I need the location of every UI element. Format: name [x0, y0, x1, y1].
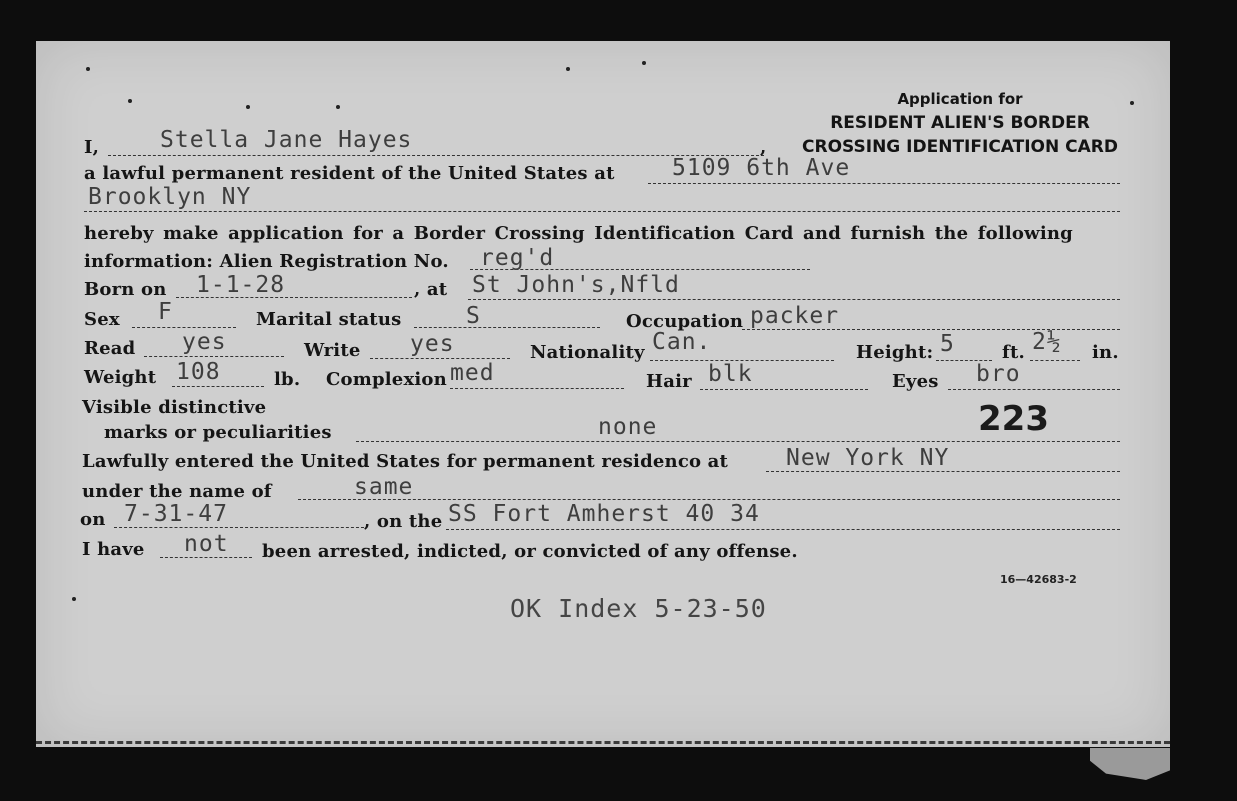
marital-status: S	[466, 303, 481, 329]
eyes-label: Eyes	[892, 371, 939, 392]
registration-label: information: Alien Registration No.	[84, 251, 449, 272]
scan-speck	[128, 99, 132, 103]
eyes-line	[948, 389, 1120, 390]
ship: SS Fort Amherst 40 34	[448, 501, 760, 527]
scan-speck	[72, 597, 76, 601]
eyes: bro	[976, 361, 1021, 387]
marital-label: Marital status	[256, 309, 402, 330]
weight: 108	[176, 359, 221, 385]
marks-label-2: marks or peculiarities	[104, 422, 332, 443]
scan-speck	[86, 67, 90, 71]
write-line	[370, 358, 510, 359]
lb-label: lb.	[274, 369, 301, 390]
scan-speck	[1130, 101, 1134, 105]
occupation: packer	[750, 303, 840, 329]
address-line-1	[648, 183, 1120, 184]
sex: F	[158, 299, 173, 325]
height-in-line	[1030, 360, 1080, 361]
address-line-2	[84, 211, 1120, 212]
index-stamp: OK Index 5-23-50	[510, 594, 767, 623]
have-label: I have	[82, 539, 145, 560]
ft-label: ft.	[1002, 342, 1025, 363]
read-line	[144, 356, 284, 357]
header-line-1: Application for	[897, 90, 1023, 108]
height-ft: 5	[940, 331, 955, 357]
occupation-label: Occupation	[626, 311, 744, 332]
header-line-3: CROSSING IDENTIFICATION CARD	[802, 137, 1118, 157]
card-header	[802, 87, 1118, 159]
name-line	[108, 155, 764, 156]
sex-label: Sex	[84, 309, 120, 330]
read-label: Read	[84, 338, 136, 359]
hair-label: Hair	[646, 371, 692, 392]
ship-line	[446, 529, 1120, 530]
entry-date-line	[114, 527, 364, 528]
complexion-line	[450, 388, 624, 389]
nationality-label: Nationality	[530, 342, 645, 363]
marital-line	[414, 327, 600, 328]
read: yes	[182, 329, 227, 355]
sex-line	[132, 327, 236, 328]
born-at: St John's,Nfld	[472, 272, 680, 298]
born-on: 1-1-28	[196, 272, 286, 298]
marks-label-1: Visible distinctive	[82, 397, 267, 418]
complexion-label: Complexion	[326, 369, 447, 390]
scan-speck	[246, 105, 250, 109]
name-of: same	[354, 474, 414, 500]
card-number: 223	[978, 399, 1049, 439]
entry-place: New York NY	[786, 445, 950, 471]
complexion: med	[450, 360, 495, 386]
hair: blk	[708, 361, 753, 387]
on-label: on	[80, 509, 106, 530]
born-at-line	[468, 299, 1120, 300]
i-label: I,	[84, 137, 100, 158]
nationality: Can.	[652, 329, 712, 355]
height-in: 2½	[1032, 329, 1062, 355]
weight-label: Weight	[84, 367, 157, 388]
form-number: 16—42683-2	[1000, 573, 1077, 586]
arrested-label: been arrested, indicted, or convicted of any offense.	[262, 541, 798, 562]
name-comma: ,	[760, 137, 767, 158]
scan-speck	[642, 61, 646, 65]
marks: none	[598, 414, 658, 440]
applicant-name: Stella Jane Hayes	[160, 127, 413, 153]
scan-speck	[566, 67, 570, 71]
born-at-label: , at	[414, 279, 448, 300]
address-1: 5109 6th Ave	[672, 155, 851, 181]
registration-no: reg'd	[480, 245, 555, 271]
marks-line	[356, 441, 1120, 442]
resident-label: a lawful permanent resident of the United States at	[84, 163, 615, 184]
address-2: Brooklyn NY	[88, 184, 252, 210]
scan-speck	[336, 105, 340, 109]
entered-label: Lawfully entered the United States for permanent residenco at	[82, 451, 729, 472]
height-label: Height:	[856, 342, 934, 363]
weight-line	[172, 386, 264, 387]
border-crossing-card	[36, 41, 1170, 747]
entry-date: 7-31-47	[124, 501, 228, 527]
have-not: not	[184, 531, 229, 557]
torn-corner	[1090, 748, 1170, 780]
write-label: Write	[304, 340, 361, 361]
hereby-text: hereby make application for a Border Crossing Identification Card and furnish the following	[84, 223, 1073, 244]
have-not-line	[160, 557, 252, 558]
name-of-line	[298, 499, 1120, 500]
on-the-label: , on the	[364, 511, 443, 532]
occupation-line	[742, 329, 1120, 330]
entry-place-line	[766, 471, 1120, 472]
perforation-line	[36, 741, 1170, 744]
in-label: in.	[1092, 342, 1119, 363]
hair-line	[700, 389, 868, 390]
write: yes	[410, 331, 455, 357]
header-line-2: RESIDENT ALIEN'S BORDER	[830, 113, 1090, 133]
born-label: Born on	[84, 279, 167, 300]
name-of-label: under the name of	[82, 481, 272, 502]
